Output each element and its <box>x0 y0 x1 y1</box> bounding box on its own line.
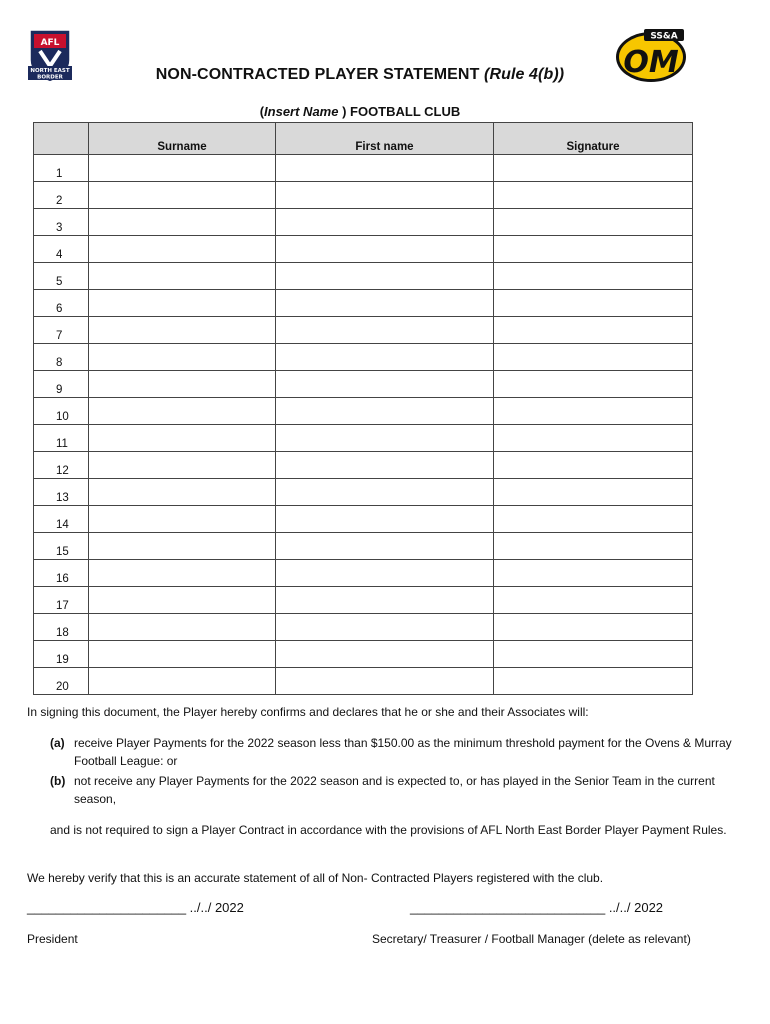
row-number: 7 <box>34 317 89 344</box>
first-name-cell[interactable] <box>276 182 494 209</box>
declaration-intro: In signing this document, the Player hereby confirms and declares that he or she and their Associates will: <box>27 705 589 719</box>
table-row <box>34 263 693 290</box>
row-number: 1 <box>34 155 89 182</box>
signature-cell[interactable] <box>494 641 693 668</box>
surname-cell[interactable] <box>89 236 276 263</box>
surname-cell[interactable] <box>89 587 276 614</box>
row-number: 3 <box>34 209 89 236</box>
clause-b <box>50 772 740 808</box>
row-number: 2 <box>34 182 89 209</box>
surname-cell[interactable] <box>89 155 276 182</box>
table-row <box>34 506 693 533</box>
row-number: 12 <box>34 452 89 479</box>
surname-cell[interactable] <box>89 452 276 479</box>
signature-cell[interactable] <box>494 317 693 344</box>
insert-name-placeholder[interactable]: Insert Name <box>264 104 339 119</box>
row-number: 9 <box>34 371 89 398</box>
signature-cell[interactable] <box>494 587 693 614</box>
subtitle-club: ) FOOTBALL CLUB <box>338 104 461 119</box>
table-row <box>34 587 693 614</box>
svg-text:OM: OM <box>623 45 679 80</box>
first-name-cell[interactable] <box>276 317 494 344</box>
signature-cell[interactable] <box>494 398 693 425</box>
surname-cell[interactable] <box>89 479 276 506</box>
signature-cell[interactable] <box>494 560 693 587</box>
signature-cell[interactable] <box>494 371 693 398</box>
surname-cell[interactable] <box>89 506 276 533</box>
signature-cell[interactable] <box>494 344 693 371</box>
first-name-cell[interactable] <box>276 641 494 668</box>
first-name-cell[interactable] <box>276 560 494 587</box>
row-number: 6 <box>34 290 89 317</box>
clause-a <box>50 734 740 770</box>
row-number: 11 <box>34 425 89 452</box>
president-label: President <box>27 932 78 946</box>
title-rule: (Rule 4(b)) <box>484 66 565 83</box>
header-surname: Surname <box>89 123 276 155</box>
secretary-label: Secretary/ Treasurer / Football Manager (delete as relevant) <box>372 932 691 946</box>
first-name-cell[interactable] <box>276 587 494 614</box>
svg-text:AFL: AFL <box>40 38 60 48</box>
clause-a-text: receive Player Payments for the 2022 season less than $150.00 as the minimum threshold payment for the Ovens & Murray Football League: or <box>74 736 732 768</box>
first-name-cell[interactable] <box>276 479 494 506</box>
verification-statement: We hereby verify that this is an accurate statement of all of Non- Contracted Players registered with the club. <box>27 871 604 885</box>
table-row <box>34 182 693 209</box>
signature-cell[interactable] <box>494 533 693 560</box>
row-number: 13 <box>34 479 89 506</box>
row-number: 18 <box>34 614 89 641</box>
table-row <box>34 641 693 668</box>
table-row <box>34 668 693 695</box>
table-row <box>34 155 693 182</box>
first-name-cell[interactable] <box>276 668 494 695</box>
svg-text:NORTH EAST: NORTH EAST <box>30 68 70 74</box>
first-name-cell[interactable] <box>276 371 494 398</box>
first-name-cell[interactable] <box>276 290 494 317</box>
surname-cell[interactable] <box>89 344 276 371</box>
signature-cell[interactable] <box>494 425 693 452</box>
table-row <box>34 452 693 479</box>
surname-cell[interactable] <box>89 182 276 209</box>
surname-cell[interactable] <box>89 560 276 587</box>
club-name-line <box>0 104 720 119</box>
signature-cell[interactable] <box>494 668 693 695</box>
table-row <box>34 479 693 506</box>
first-name-cell[interactable] <box>276 263 494 290</box>
signature-cell[interactable] <box>494 479 693 506</box>
page-title <box>0 66 720 84</box>
first-name-cell[interactable] <box>276 236 494 263</box>
clause-b-marker: (b) <box>50 774 66 788</box>
surname-cell[interactable] <box>89 641 276 668</box>
header-signature: Signature <box>494 123 693 155</box>
row-number: 15 <box>34 533 89 560</box>
president-signature-line[interactable]: ______________________ ../../ 2022 <box>27 900 244 915</box>
table-header-row <box>34 123 693 155</box>
table-row <box>34 533 693 560</box>
row-number: 19 <box>34 641 89 668</box>
clause-a-marker: (a) <box>50 736 65 750</box>
table-row <box>34 209 693 236</box>
table-row <box>34 371 693 398</box>
table-row <box>34 290 693 317</box>
first-name-cell[interactable] <box>276 209 494 236</box>
first-name-cell[interactable] <box>276 344 494 371</box>
contract-note: and is not required to sign a Player Contract in accordance with the provisions of AFL North East Border Player Payment Rules. <box>50 823 727 837</box>
first-name-cell[interactable] <box>276 452 494 479</box>
row-number: 20 <box>34 668 89 695</box>
surname-cell[interactable] <box>89 425 276 452</box>
surname-cell[interactable] <box>89 317 276 344</box>
player-table <box>33 122 693 695</box>
surname-cell[interactable] <box>89 668 276 695</box>
surname-cell[interactable] <box>89 209 276 236</box>
header-first-name: First name <box>276 123 494 155</box>
row-number: 16 <box>34 560 89 587</box>
secretary-signature-line[interactable]: ___________________________ ../../ 2022 <box>410 900 664 915</box>
table-row <box>34 398 693 425</box>
surname-cell[interactable] <box>89 371 276 398</box>
table-row <box>34 236 693 263</box>
signature-cell[interactable] <box>494 263 693 290</box>
svg-text:SS&A: SS&A <box>650 31 678 42</box>
signature-cell[interactable] <box>494 290 693 317</box>
signature-cell[interactable] <box>494 506 693 533</box>
svg-text:BORDER: BORDER <box>37 74 63 81</box>
surname-cell[interactable] <box>89 614 276 641</box>
first-name-cell[interactable] <box>276 425 494 452</box>
row-number: 8 <box>34 344 89 371</box>
title-main: NON-CONTRACTED PLAYER STATEMENT <box>155 66 480 83</box>
surname-cell[interactable] <box>89 398 276 425</box>
signature-cell[interactable] <box>494 182 693 209</box>
row-number: 17 <box>34 587 89 614</box>
table-row <box>34 425 693 452</box>
table-row <box>34 614 693 641</box>
signature-cell[interactable] <box>494 452 693 479</box>
subtitle-open: ( <box>259 104 265 119</box>
header-number <box>34 123 89 155</box>
row-number: 14 <box>34 506 89 533</box>
clause-b-text: not receive any Player Payments for the 2022 season and is expected to, or has played in the Senior Team in the current season, <box>74 774 715 806</box>
table-row <box>34 317 693 344</box>
signature-cell[interactable] <box>494 614 693 641</box>
first-name-cell[interactable] <box>276 398 494 425</box>
row-number: 5 <box>34 263 89 290</box>
row-number: 10 <box>34 398 89 425</box>
surname-cell[interactable] <box>89 290 276 317</box>
table-row <box>34 560 693 587</box>
first-name-cell[interactable] <box>276 614 494 641</box>
surname-cell[interactable] <box>89 533 276 560</box>
table-row <box>34 344 693 371</box>
signature-cell[interactable] <box>494 209 693 236</box>
row-number: 4 <box>34 236 89 263</box>
signature-cell[interactable] <box>494 155 693 182</box>
first-name-cell[interactable] <box>276 506 494 533</box>
first-name-cell[interactable] <box>276 155 494 182</box>
surname-cell[interactable] <box>89 263 276 290</box>
first-name-cell[interactable] <box>276 533 494 560</box>
signature-cell[interactable] <box>494 236 693 263</box>
